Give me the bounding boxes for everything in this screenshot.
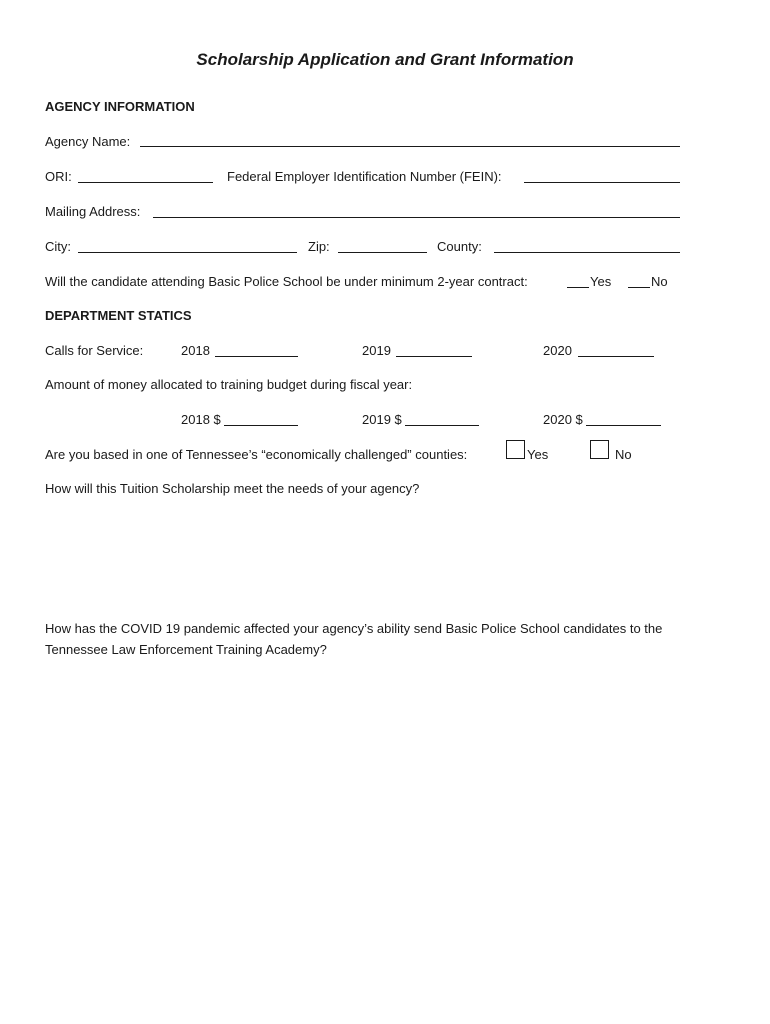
ori-field[interactable] [78,182,213,183]
budget-2019-field[interactable] [405,425,479,426]
econ-no-checkbox[interactable] [590,440,609,459]
econ-yes-checkbox[interactable] [506,440,525,459]
budget-question: Amount of money allocated to training budget during fiscal year: [45,377,413,392]
mailing-address-label: Mailing Address: [45,204,141,219]
budget-2020-field[interactable] [586,425,661,426]
budget-year-2020: 2020 $ [543,412,583,427]
tuition-question: How will this Tuition Scholarship meet the needs of your agency? [45,481,420,496]
zip-label: Zip: [308,239,330,254]
department-statics-heading: DEPARTMENT STATICS [45,308,192,323]
covid-question-line-2: Tennessee Law Enforcement Training Academy? [45,642,327,657]
contract-no-label: No [651,274,668,289]
contract-yes-blank[interactable] [567,287,589,288]
calls-year-2020: 2020 [543,343,572,358]
covid-question-line-1: How has the COVID 19 pandemic affected your agency’s ability send Basic Police School candidates to the [45,621,663,636]
econ-no-label: No [615,447,632,462]
city-field[interactable] [78,252,297,253]
calls-2018-field[interactable] [215,356,298,357]
page-title: Scholarship Application and Grant Information [196,50,574,69]
calls-2020-field[interactable] [578,356,654,357]
mailing-address-field[interactable] [153,217,680,218]
contract-question: Will the candidate attending Basic Police School be under minimum 2-year contract: [45,274,528,289]
calls-year-2018: 2018 [181,343,210,358]
budget-2018-field[interactable] [224,425,298,426]
county-field[interactable] [494,252,680,253]
agency-name-field[interactable] [140,146,680,147]
agency-information-heading: AGENCY INFORMATION [45,99,195,114]
ori-label: ORI: [45,169,72,184]
fein-label: Federal Employer Identification Number (FEIN): [227,169,502,184]
calls-year-2019: 2019 [362,343,391,358]
contract-yes-label: Yes [590,274,612,289]
budget-year-2018: 2018 $ [181,412,221,427]
county-label: County: [437,239,482,254]
city-label: City: [45,239,71,254]
agency-name-label: Agency Name: [45,134,131,149]
calls-for-service-label: Calls for Service: [45,343,144,358]
econ-yes-label: Yes [527,447,549,462]
zip-field[interactable] [338,252,427,253]
fein-field[interactable] [524,182,680,183]
budget-year-2019: 2019 $ [362,412,402,427]
econ-challenged-question: Are you based in one of Tennessee’s “economically challenged” counties: [45,447,468,462]
contract-no-blank[interactable] [628,287,650,288]
calls-2019-field[interactable] [396,356,472,357]
